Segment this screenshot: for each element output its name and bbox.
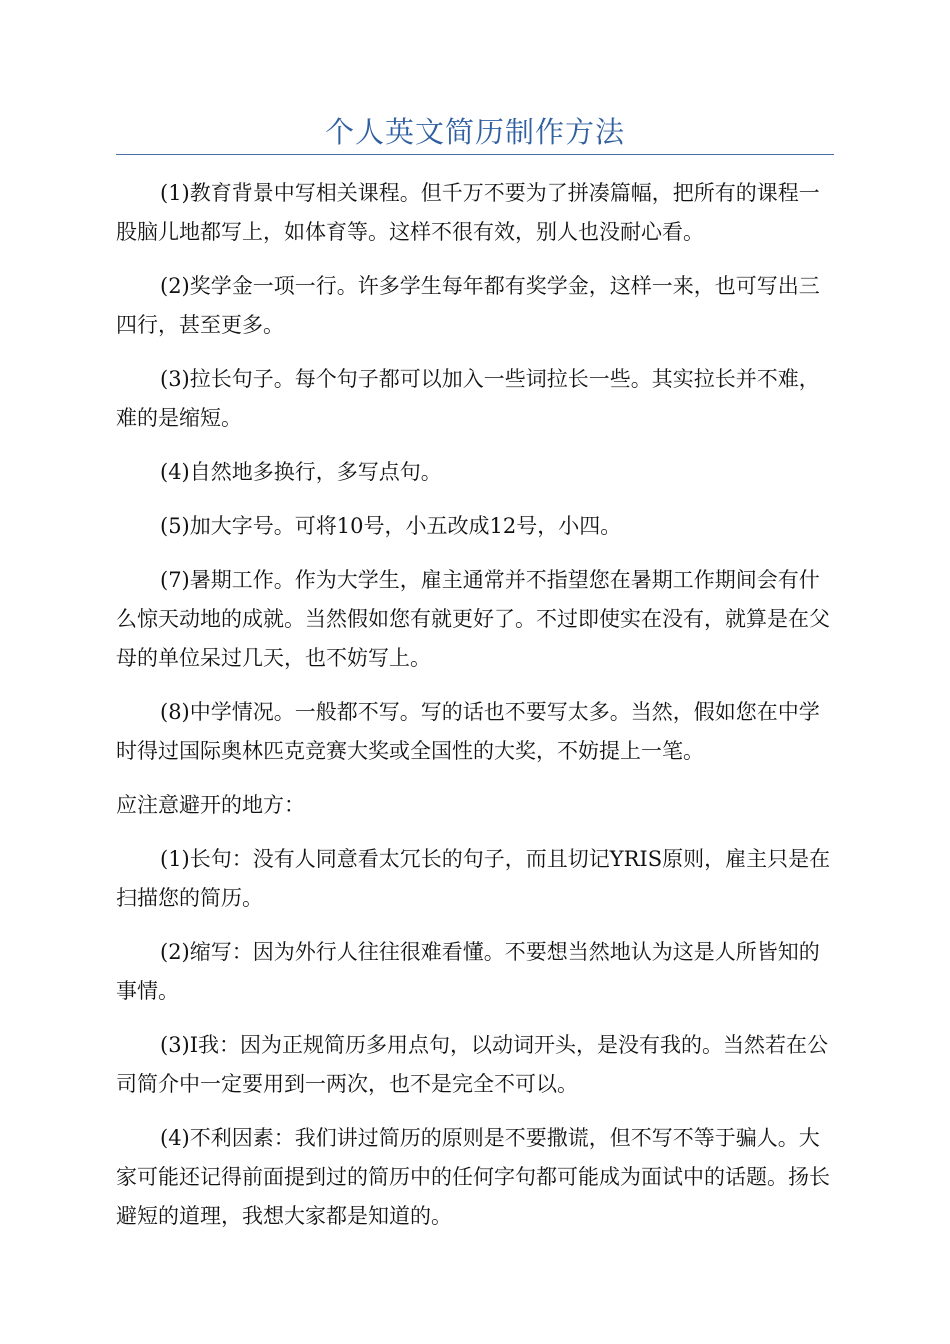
section-heading-avoid: 应注意避开的地方： (116, 793, 305, 817)
paragraph-font-size: (5)加大字号。可将10号，小五改成12号，小四。 (160, 514, 622, 538)
paragraph-line-breaks: (4)自然地多换行，多写点句。 (160, 460, 442, 484)
paragraph-summer-work: (7)暑期工作。作为大学生，雇主通常并不指望您在暑期工作期间会有什么惊天动地的成就。当然假如您有就更好了。不过即使实在没有，就算是在父母的单位呆过几天，也不妨写上。 (116, 568, 830, 670)
paragraph-scholarship: (2)奖学金一项一行。许多学生每年都有奖学金，这样一来，也可写出三四行，甚至更多。 (116, 274, 820, 337)
paragraph-lengthen-sentences: (3)拉长句子。每个句子都可以加入一些词拉长一些。其实拉长并不难，难的是缩短。 (116, 367, 820, 430)
paragraph-long-sentences: (1)长句：没有人同意看太冗长的句子，而且切记YRIS原则，雇主只是在扫描您的简历。 (116, 847, 831, 910)
paragraph-unfavorable-factors: (4)不利因素：我们讲过简历的原则是不要撒谎，但不写不等于骗人。大家可能还记得前面提到过的简历中的任何字句都可能成为面试中的话题。扬长避短的道理，我想大家都是知道的。 (116, 1126, 830, 1228)
paragraph-courses: (1)教育背景中写相关课程。但千万不要为了拼凑篇幅，把所有的课程一股脑儿地都写上，如体育等。这样不很有效，别人也没耐心看。 (116, 181, 820, 244)
paragraph-abbreviations: (2)缩写：因为外行人往往很难看懂。不要想当然地认为这是人所皆知的事情。 (116, 940, 820, 1003)
paragraph-first-person: (3)I我：因为正规简历多用点句，以动词开头，是没有我的。当然若在公司简介中一定要用到一两次，也不是完全不可以。 (116, 1033, 829, 1096)
document-body (116, 174, 834, 1251)
paragraph-high-school: (8)中学情况。一般都不写。写的话也不要写太多。当然，假如您在中学时得过国际奥林匹克竞赛大奖或全国性的大奖，不妨提上一笔。 (116, 700, 820, 763)
title-underline (116, 154, 834, 155)
document-title: 个人英文简历制作方法 (324, 115, 625, 149)
